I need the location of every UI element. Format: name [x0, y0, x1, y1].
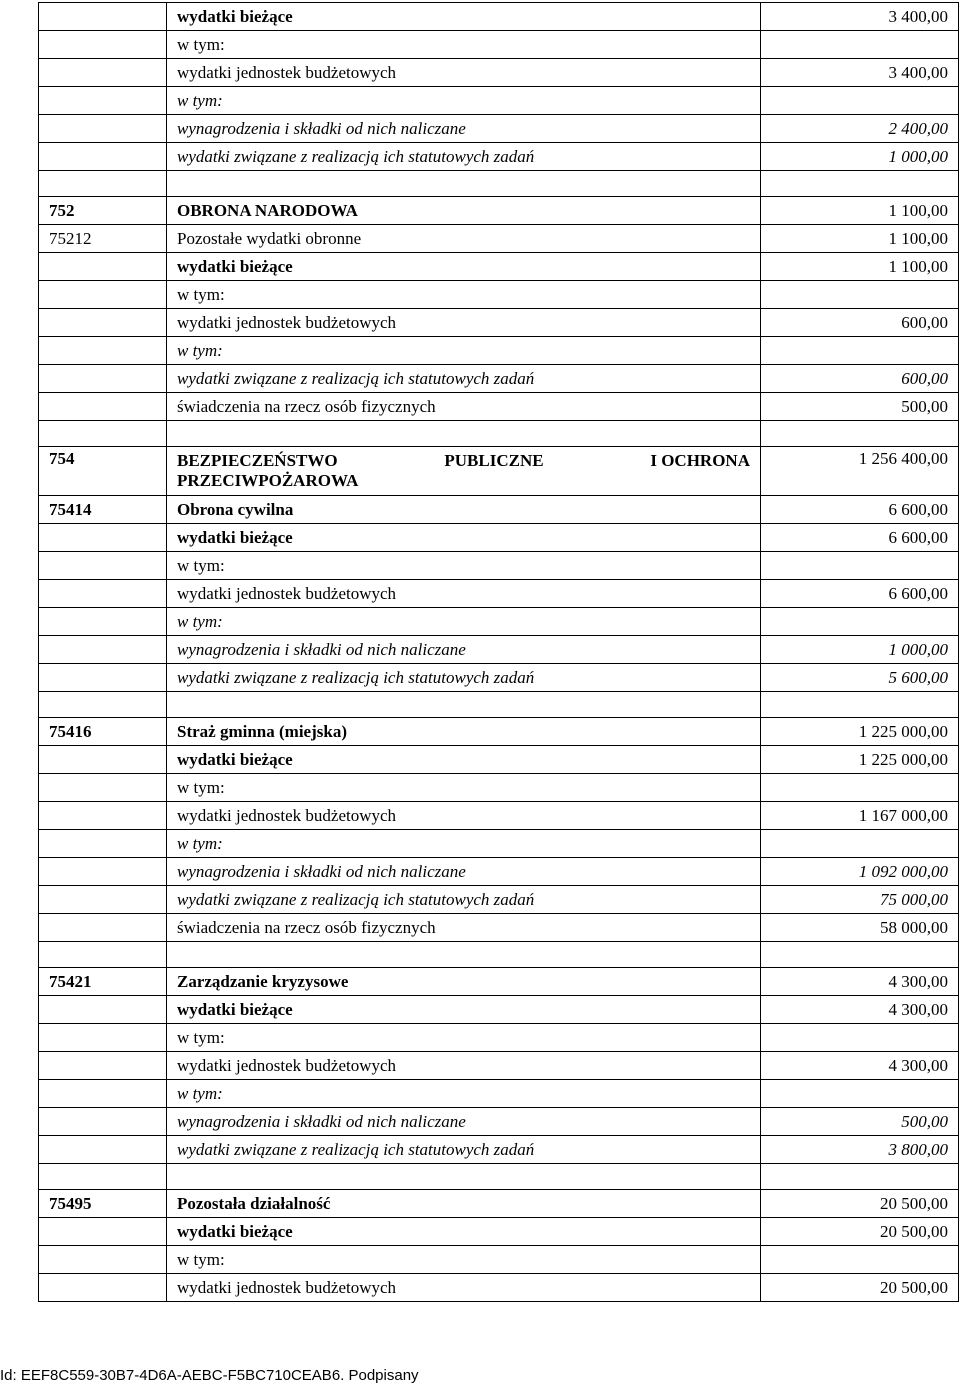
classification-code	[39, 692, 167, 718]
amount: 6 600,00	[761, 524, 959, 552]
classification-code	[39, 664, 167, 692]
amount: 1 092 000,00	[761, 858, 959, 886]
amount	[761, 31, 959, 59]
table-row	[39, 115, 959, 143]
classification-code	[39, 365, 167, 393]
table-row	[39, 253, 959, 281]
budget-table	[38, 2, 959, 1302]
item-description: wydatki związane z realizacją ich statutowych zadań	[167, 664, 761, 692]
item-description: świadczenia na rzecz osób fizycznych	[167, 393, 761, 421]
classification-code: 75421	[39, 968, 167, 996]
table-row	[39, 1108, 959, 1136]
classification-code	[39, 996, 167, 1024]
item-description: wynagrodzenia i składki od nich naliczane	[167, 115, 761, 143]
item-description: Pozostała działalność	[167, 1190, 761, 1218]
table-row	[39, 225, 959, 253]
item-description	[167, 171, 761, 197]
table-row	[39, 580, 959, 608]
classification-code	[39, 281, 167, 309]
table-row	[39, 830, 959, 858]
table-row	[39, 281, 959, 309]
table-row	[39, 365, 959, 393]
table-row	[39, 996, 959, 1024]
item-description: w tym:	[167, 830, 761, 858]
item-description: wynagrodzenia i składki od nich naliczane	[167, 636, 761, 664]
classification-code	[39, 393, 167, 421]
amount: 500,00	[761, 393, 959, 421]
table-row	[39, 197, 959, 225]
item-description: Pozostałe wydatki obronne	[167, 225, 761, 253]
item-description: w tym:	[167, 1080, 761, 1108]
classification-code	[39, 1164, 167, 1190]
table-row	[39, 1274, 959, 1302]
section-title-word: I OCHRONA	[650, 451, 750, 470]
spacer-row	[39, 692, 959, 718]
amount: 1 000,00	[761, 636, 959, 664]
classification-code	[39, 580, 167, 608]
amount	[761, 1164, 959, 1190]
classification-code	[39, 171, 167, 197]
amount: 1 167 000,00	[761, 802, 959, 830]
classification-code	[39, 59, 167, 87]
table-row	[39, 858, 959, 886]
item-description: Straż gminna (miejska)	[167, 718, 761, 746]
table-row	[39, 774, 959, 802]
classification-code	[39, 802, 167, 830]
item-description: w tym:	[167, 552, 761, 580]
item-description: w tym:	[167, 337, 761, 365]
amount: 600,00	[761, 309, 959, 337]
classification-code	[39, 31, 167, 59]
spacer-row	[39, 942, 959, 968]
amount: 20 500,00	[761, 1190, 959, 1218]
amount: 4 300,00	[761, 996, 959, 1024]
amount: 1 100,00	[761, 197, 959, 225]
item-description: wydatki związane z realizacją ich statutowych zadań	[167, 1136, 761, 1164]
amount	[761, 830, 959, 858]
classification-code	[39, 746, 167, 774]
table-row	[39, 746, 959, 774]
amount	[761, 552, 959, 580]
spacer-row	[39, 1164, 959, 1190]
table-row	[39, 87, 959, 115]
classification-code	[39, 337, 167, 365]
table-row	[39, 3, 959, 31]
classification-code	[39, 1024, 167, 1052]
amount: 1 100,00	[761, 225, 959, 253]
classification-code	[39, 636, 167, 664]
amount: 1 225 000,00	[761, 718, 959, 746]
item-description: w tym:	[167, 281, 761, 309]
table-row	[39, 968, 959, 996]
item-description	[167, 692, 761, 718]
item-description	[167, 421, 761, 447]
item-description: wydatki bieżące	[167, 996, 761, 1024]
amount: 500,00	[761, 1108, 959, 1136]
item-description: wynagrodzenia i składki od nich naliczane	[167, 858, 761, 886]
item-description: w tym:	[167, 1246, 761, 1274]
spacer-row	[39, 171, 959, 197]
amount: 1 000,00	[761, 143, 959, 171]
classification-code	[39, 87, 167, 115]
classification-code	[39, 115, 167, 143]
classification-code	[39, 1136, 167, 1164]
classification-code	[39, 421, 167, 447]
item-description: OBRONA NARODOWA	[167, 197, 761, 225]
amount: 3 400,00	[761, 3, 959, 31]
item-description: wydatki jednostek budżetowych	[167, 59, 761, 87]
classification-code	[39, 253, 167, 281]
item-description: wydatki związane z realizacją ich statutowych zadań	[167, 143, 761, 171]
item-description: wydatki bieżące	[167, 524, 761, 552]
section-title-word: BEZPIECZEŃSTWO	[177, 451, 338, 470]
table-row	[39, 636, 959, 664]
classification-code	[39, 1274, 167, 1302]
amount: 1 100,00	[761, 253, 959, 281]
amount: 2 400,00	[761, 115, 959, 143]
table-row	[39, 524, 959, 552]
classification-code	[39, 524, 167, 552]
item-description: wydatki jednostek budżetowych	[167, 309, 761, 337]
classification-code: 754	[39, 447, 167, 496]
amount	[761, 421, 959, 447]
item-description: wydatki bieżące	[167, 1218, 761, 1246]
table-row	[39, 1246, 959, 1274]
item-description: w tym:	[167, 31, 761, 59]
amount: 3 400,00	[761, 59, 959, 87]
item-description: wydatki związane z realizacją ich statutowych zadań	[167, 886, 761, 914]
classification-code: 75212	[39, 225, 167, 253]
classification-code	[39, 3, 167, 31]
classification-code: 75414	[39, 496, 167, 524]
table-row	[39, 496, 959, 524]
table-row	[39, 59, 959, 87]
amount: 600,00	[761, 365, 959, 393]
amount	[761, 1246, 959, 1274]
classification-code	[39, 1052, 167, 1080]
section-title-word: PUBLICZNE	[444, 451, 544, 470]
amount	[761, 942, 959, 968]
item-description	[167, 447, 761, 496]
amount: 3 800,00	[761, 1136, 959, 1164]
amount	[761, 337, 959, 365]
amount	[761, 1024, 959, 1052]
classification-code	[39, 886, 167, 914]
budget-table-body	[39, 3, 959, 1302]
section-title-line-2: PRZECIWPOŻAROWA	[177, 471, 359, 490]
item-description: wydatki związane z realizacją ich statutowych zadań	[167, 365, 761, 393]
amount: 1 225 000,00	[761, 746, 959, 774]
table-row	[39, 552, 959, 580]
table-row	[39, 914, 959, 942]
table-row	[39, 718, 959, 746]
document-id-footer: Id: EEF8C559-30B7-4D6A-AEBC-F5BC710CEAB6. Podpisany	[0, 1367, 419, 1384]
classification-code	[39, 1080, 167, 1108]
amount: 58 000,00	[761, 914, 959, 942]
table-row	[39, 608, 959, 636]
item-description: w tym:	[167, 87, 761, 115]
classification-code	[39, 309, 167, 337]
amount: 4 300,00	[761, 1052, 959, 1080]
table-row	[39, 1136, 959, 1164]
table-row	[39, 447, 959, 496]
table-row	[39, 886, 959, 914]
amount: 1 256 400,00	[761, 447, 959, 496]
spacer-row	[39, 421, 959, 447]
amount	[761, 281, 959, 309]
item-description: wydatki jednostek budżetowych	[167, 580, 761, 608]
item-description: w tym:	[167, 1024, 761, 1052]
table-row	[39, 664, 959, 692]
item-description: wynagrodzenia i składki od nich naliczane	[167, 1108, 761, 1136]
amount: 6 600,00	[761, 580, 959, 608]
table-row	[39, 1218, 959, 1246]
classification-code	[39, 830, 167, 858]
amount: 20 500,00	[761, 1274, 959, 1302]
amount: 20 500,00	[761, 1218, 959, 1246]
item-description	[167, 942, 761, 968]
item-description: wydatki bieżące	[167, 3, 761, 31]
table-row	[39, 1052, 959, 1080]
table-row	[39, 309, 959, 337]
item-description	[167, 1164, 761, 1190]
amount	[761, 692, 959, 718]
item-description: świadczenia na rzecz osób fizycznych	[167, 914, 761, 942]
amount: 75 000,00	[761, 886, 959, 914]
table-row	[39, 1080, 959, 1108]
amount: 5 600,00	[761, 664, 959, 692]
table-row	[39, 393, 959, 421]
classification-code	[39, 1246, 167, 1274]
amount: 6 600,00	[761, 496, 959, 524]
item-description: wydatki bieżące	[167, 746, 761, 774]
classification-code: 752	[39, 197, 167, 225]
amount	[761, 87, 959, 115]
classification-code	[39, 1218, 167, 1246]
table-row	[39, 337, 959, 365]
classification-code	[39, 143, 167, 171]
table-row	[39, 31, 959, 59]
classification-code	[39, 942, 167, 968]
classification-code	[39, 774, 167, 802]
item-description: w tym:	[167, 774, 761, 802]
classification-code: 75495	[39, 1190, 167, 1218]
classification-code	[39, 858, 167, 886]
amount	[761, 171, 959, 197]
amount	[761, 1080, 959, 1108]
table-row	[39, 1024, 959, 1052]
amount: 4 300,00	[761, 968, 959, 996]
classification-code: 75416	[39, 718, 167, 746]
amount	[761, 774, 959, 802]
classification-code	[39, 608, 167, 636]
item-description: wydatki jednostek budżetowych	[167, 1052, 761, 1080]
item-description: w tym:	[167, 608, 761, 636]
classification-code	[39, 1108, 167, 1136]
item-description: Obrona cywilna	[167, 496, 761, 524]
table-row	[39, 143, 959, 171]
classification-code	[39, 552, 167, 580]
table-row	[39, 1190, 959, 1218]
classification-code	[39, 914, 167, 942]
item-description: Zarządzanie kryzysowe	[167, 968, 761, 996]
item-description: wydatki bieżące	[167, 253, 761, 281]
amount	[761, 608, 959, 636]
item-description: wydatki jednostek budżetowych	[167, 802, 761, 830]
item-description: wydatki jednostek budżetowych	[167, 1274, 761, 1302]
table-row	[39, 802, 959, 830]
section-title-line-1	[177, 451, 750, 471]
